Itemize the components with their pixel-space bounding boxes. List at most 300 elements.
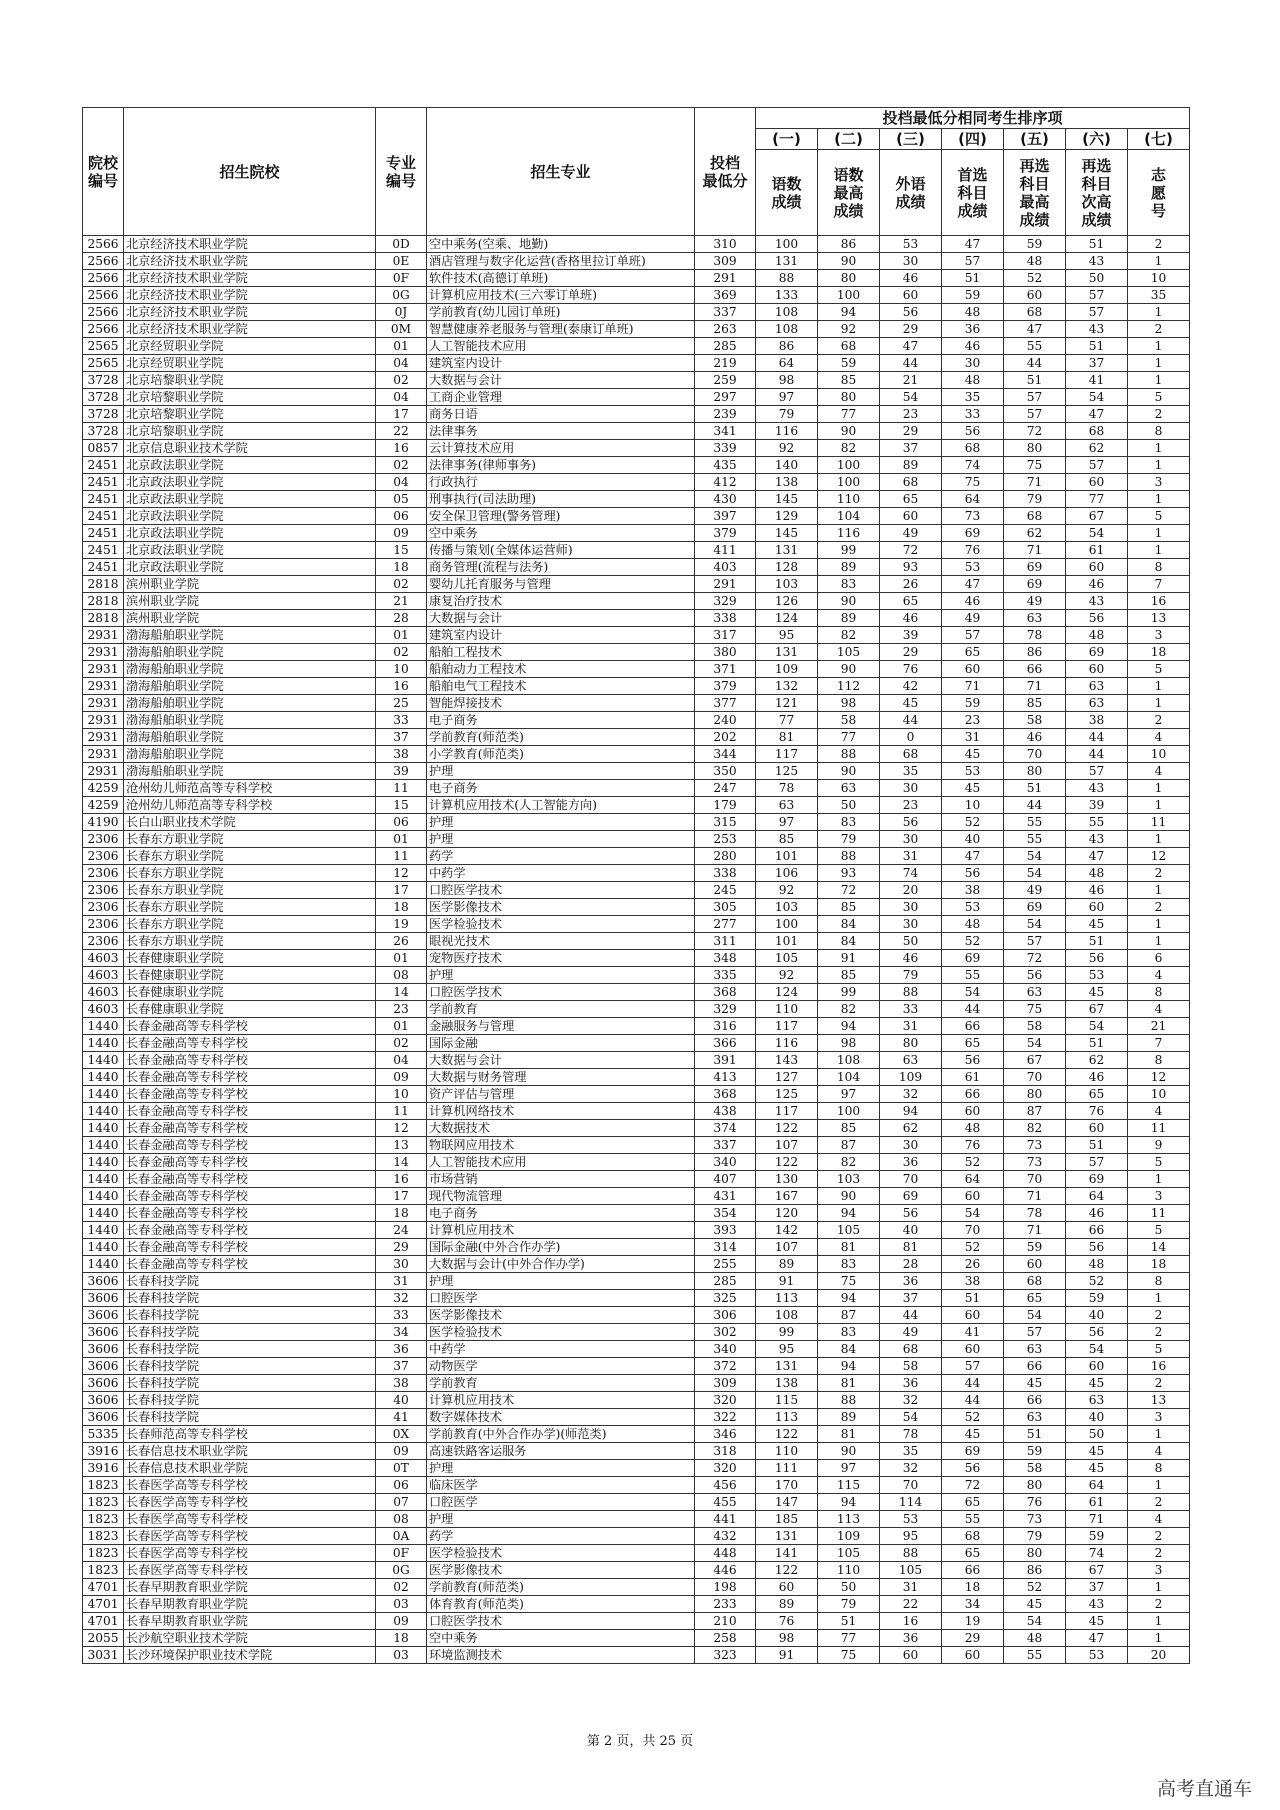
second-subject-next-cell: 57 [1066,763,1128,780]
chinese-math-max-cell: 82 [818,1154,880,1171]
chinese-math-cell: 143 [756,1052,818,1069]
major-name-cell: 口腔医学技术 [427,882,695,899]
second-subject-max-cell: 75 [1004,457,1066,474]
second-subject-max-cell: 63 [1004,984,1066,1001]
table-row [83,1324,1190,1341]
first-subject-cell: 52 [942,1409,1004,1426]
first-subject-cell: 65 [942,1035,1004,1052]
second-subject-max-cell: 75 [1004,1001,1066,1018]
first-subject-cell: 60 [942,1307,1004,1324]
header-col-label: 再选 科目 次高 成绩 [1066,150,1128,236]
min-score-cell: 430 [695,491,756,508]
first-subject-cell: 66 [942,1086,1004,1103]
choice-number-cell: 7 [1128,1035,1190,1052]
major-code-cell: 0E [376,253,427,270]
major-code-cell: 01 [376,831,427,848]
min-score-cell: 455 [695,1494,756,1511]
major-code-cell: 26 [376,933,427,950]
min-score-cell: 368 [695,984,756,1001]
choice-number-cell: 1 [1128,1477,1190,1494]
table-row [83,423,1190,440]
major-code-cell: 0F [376,1545,427,1562]
school-code-cell: 2055 [83,1630,124,1647]
choice-number-cell: 3 [1128,474,1190,491]
header-col-number: (二) [818,129,880,150]
min-score-cell: 431 [695,1188,756,1205]
first-subject-cell: 45 [942,1426,1004,1443]
second-subject-next-cell: 67 [1066,508,1128,525]
second-subject-max-cell: 67 [1004,1052,1066,1069]
school-name-cell: 长春东方职业学院 [124,831,376,848]
foreign-language-cell: 109 [880,1069,942,1086]
second-subject-next-cell: 40 [1066,1307,1128,1324]
school-code-cell: 3606 [83,1273,124,1290]
first-subject-cell: 51 [942,270,1004,287]
major-code-cell: 36 [376,1341,427,1358]
chinese-math-cell: 170 [756,1477,818,1494]
chinese-math-cell: 124 [756,610,818,627]
second-subject-next-cell: 57 [1066,1154,1128,1171]
chinese-math-max-cell: 84 [818,1341,880,1358]
chinese-math-max-cell: 58 [818,712,880,729]
school-code-cell: 1440 [83,1205,124,1222]
choice-number-cell: 1 [1128,882,1190,899]
chinese-math-cell: 81 [756,729,818,746]
school-name-cell: 北京信息职业技术学院 [124,440,376,457]
chinese-math-max-cell: 112 [818,678,880,695]
first-subject-cell: 40 [942,831,1004,848]
major-code-cell: 16 [376,1171,427,1188]
second-subject-next-cell: 59 [1066,1290,1128,1307]
table-row [83,780,1190,797]
major-name-cell: 空中乘务(空乘、地勤) [427,236,695,253]
chinese-math-max-cell: 94 [818,1358,880,1375]
table-row [83,1001,1190,1018]
table-row [83,1443,1190,1460]
choice-number-cell: 1 [1128,253,1190,270]
major-name-cell: 护理 [427,1511,695,1528]
min-score-cell: 317 [695,627,756,644]
foreign-language-cell: 49 [880,525,942,542]
school-code-cell: 1440 [83,1069,124,1086]
school-name-cell: 长春金融高等专科学校 [124,1171,376,1188]
major-name-cell: 行政执行 [427,474,695,491]
min-score-cell: 339 [695,440,756,457]
school-name-cell: 渤海船舶职业学院 [124,746,376,763]
foreign-language-cell: 80 [880,1035,942,1052]
choice-number-cell: 2 [1128,236,1190,253]
school-code-cell: 1440 [83,1035,124,1052]
second-subject-max-cell: 55 [1004,831,1066,848]
header-col-label: 语数 最高 成绩 [818,150,880,236]
chinese-math-cell: 131 [756,542,818,559]
choice-number-cell: 5 [1128,1154,1190,1171]
choice-number-cell: 2 [1128,321,1190,338]
chinese-math-cell: 121 [756,695,818,712]
first-subject-cell: 61 [942,1069,1004,1086]
major-code-cell: 09 [376,1613,427,1630]
major-code-cell: 41 [376,1409,427,1426]
foreign-language-cell: 88 [880,1545,942,1562]
first-subject-cell: 56 [942,1460,1004,1477]
school-name-cell: 北京经济技术职业学院 [124,253,376,270]
school-code-cell: 2931 [83,661,124,678]
second-subject-max-cell: 71 [1004,474,1066,491]
major-name-cell: 金融服务与管理 [427,1018,695,1035]
min-score-cell: 348 [695,950,756,967]
school-code-cell: 4259 [83,797,124,814]
major-name-cell: 护理 [427,1273,695,1290]
school-code-cell: 2566 [83,287,124,304]
choice-number-cell: 7 [1128,576,1190,593]
chinese-math-cell: 107 [756,1137,818,1154]
chinese-math-cell: 138 [756,1375,818,1392]
min-score-cell: 344 [695,746,756,763]
school-code-cell: 3728 [83,423,124,440]
second-subject-max-cell: 86 [1004,1562,1066,1579]
table-row [83,763,1190,780]
header-major-code: 专业 编号 [376,108,427,236]
min-score-cell: 198 [695,1579,756,1596]
chinese-math-max-cell: 105 [818,1222,880,1239]
chinese-math-max-cell: 104 [818,508,880,525]
chinese-math-max-cell: 100 [818,287,880,304]
chinese-math-cell: 92 [756,967,818,984]
chinese-math-max-cell: 94 [818,1018,880,1035]
min-score-cell: 277 [695,916,756,933]
table-row [83,1256,1190,1273]
table-row [83,916,1190,933]
chinese-math-max-cell: 90 [818,1188,880,1205]
school-code-cell: 2931 [83,678,124,695]
first-subject-cell: 60 [942,1188,1004,1205]
major-code-cell: 24 [376,1222,427,1239]
min-score-cell: 446 [695,1562,756,1579]
chinese-math-cell: 91 [756,1273,818,1290]
header-col-label: 再选 科目 最高 成绩 [1004,150,1066,236]
chinese-math-max-cell: 81 [818,1426,880,1443]
min-score-cell: 397 [695,508,756,525]
second-subject-next-cell: 57 [1066,304,1128,321]
second-subject-next-cell: 53 [1066,967,1128,984]
foreign-language-cell: 32 [880,1086,942,1103]
major-code-cell: 29 [376,1239,427,1256]
choice-number-cell: 2 [1128,1528,1190,1545]
major-code-cell: 06 [376,814,427,831]
school-name-cell: 长春东方职业学院 [124,848,376,865]
foreign-language-cell: 56 [880,814,942,831]
foreign-language-cell: 44 [880,1307,942,1324]
school-name-cell: 长春信息技术职业学院 [124,1443,376,1460]
first-subject-cell: 60 [942,1103,1004,1120]
school-code-cell: 2931 [83,712,124,729]
min-score-cell: 325 [695,1290,756,1307]
second-subject-next-cell: 40 [1066,1409,1128,1426]
school-name-cell: 长春早期教育职业学院 [124,1579,376,1596]
min-score-cell: 438 [695,1103,756,1120]
chinese-math-cell: 167 [756,1188,818,1205]
major-name-cell: 临床医学 [427,1477,695,1494]
table-row [83,440,1190,457]
school-name-cell: 长春早期教育职业学院 [124,1596,376,1613]
second-subject-max-cell: 70 [1004,746,1066,763]
major-code-cell: 0G [376,1562,427,1579]
second-subject-next-cell: 77 [1066,491,1128,508]
table-row [83,933,1190,950]
second-subject-next-cell: 43 [1066,1596,1128,1613]
choice-number-cell: 1 [1128,1290,1190,1307]
first-subject-cell: 44 [942,1001,1004,1018]
chinese-math-max-cell: 80 [818,389,880,406]
choice-number-cell: 9 [1128,1137,1190,1154]
header-col-number: (七) [1128,129,1190,150]
school-code-cell: 3606 [83,1324,124,1341]
second-subject-max-cell: 59 [1004,1239,1066,1256]
min-score-cell: 320 [695,1460,756,1477]
chinese-math-cell: 101 [756,848,818,865]
table-row [83,967,1190,984]
school-code-cell: 3728 [83,372,124,389]
second-subject-max-cell: 52 [1004,1579,1066,1596]
school-name-cell: 滨州职业学院 [124,576,376,593]
school-code-cell: 1823 [83,1528,124,1545]
school-name-cell: 北京培黎职业学院 [124,423,376,440]
first-subject-cell: 59 [942,695,1004,712]
chinese-math-max-cell: 77 [818,406,880,423]
second-subject-next-cell: 46 [1066,1069,1128,1086]
chinese-math-cell: 131 [756,644,818,661]
chinese-math-cell: 117 [756,1103,818,1120]
major-name-cell: 建筑室内设计 [427,627,695,644]
first-subject-cell: 48 [942,372,1004,389]
table-row [83,1273,1190,1290]
min-score-cell: 369 [695,287,756,304]
chinese-math-max-cell: 97 [818,1086,880,1103]
chinese-math-max-cell: 90 [818,1443,880,1460]
major-code-cell: 33 [376,712,427,729]
table-row [83,1392,1190,1409]
table-row [83,1545,1190,1562]
second-subject-max-cell: 58 [1004,1460,1066,1477]
chinese-math-max-cell: 82 [818,1001,880,1018]
table-row [83,1409,1190,1426]
second-subject-max-cell: 51 [1004,372,1066,389]
min-score-cell: 233 [695,1596,756,1613]
major-code-cell: 0J [376,304,427,321]
choice-number-cell: 1 [1128,440,1190,457]
major-name-cell: 中药学 [427,865,695,882]
school-code-cell: 1440 [83,1137,124,1154]
chinese-math-cell: 98 [756,1630,818,1647]
foreign-language-cell: 50 [880,933,942,950]
choice-number-cell: 1 [1128,1426,1190,1443]
choice-number-cell: 4 [1128,763,1190,780]
school-code-cell: 2931 [83,627,124,644]
first-subject-cell: 65 [942,1545,1004,1562]
second-subject-next-cell: 46 [1066,1205,1128,1222]
chinese-math-max-cell: 110 [818,1562,880,1579]
second-subject-max-cell: 76 [1004,1494,1066,1511]
second-subject-next-cell: 62 [1066,1052,1128,1069]
table-row [83,542,1190,559]
second-subject-max-cell: 57 [1004,389,1066,406]
school-code-cell: 2566 [83,236,124,253]
foreign-language-cell: 31 [880,848,942,865]
first-subject-cell: 52 [942,1154,1004,1171]
second-subject-max-cell: 57 [1004,1324,1066,1341]
table-row [83,236,1190,253]
first-subject-cell: 56 [942,1052,1004,1069]
chinese-math-max-cell: 50 [818,797,880,814]
first-subject-cell: 66 [942,1562,1004,1579]
chinese-math-cell: 127 [756,1069,818,1086]
major-code-cell: 28 [376,610,427,627]
second-subject-next-cell: 43 [1066,831,1128,848]
foreign-language-cell: 35 [880,763,942,780]
school-code-cell: 2306 [83,831,124,848]
major-code-cell: 38 [376,746,427,763]
major-code-cell: 0M [376,321,427,338]
chinese-math-max-cell: 94 [818,1205,880,1222]
major-code-cell: 09 [376,1069,427,1086]
second-subject-max-cell: 58 [1004,1018,1066,1035]
chinese-math-max-cell: 109 [818,1528,880,1545]
major-name-cell: 软件技术(高德订单班) [427,270,695,287]
chinese-math-cell: 99 [756,1324,818,1341]
second-subject-next-cell: 54 [1066,389,1128,406]
min-score-cell: 379 [695,525,756,542]
second-subject-next-cell: 38 [1066,712,1128,729]
choice-number-cell: 2 [1128,1307,1190,1324]
choice-number-cell: 2 [1128,1545,1190,1562]
chinese-math-max-cell: 93 [818,865,880,882]
chinese-math-max-cell: 90 [818,661,880,678]
school-code-cell: 4701 [83,1579,124,1596]
second-subject-max-cell: 59 [1004,236,1066,253]
header-col-number: (三) [880,129,942,150]
foreign-language-cell: 56 [880,1205,942,1222]
school-name-cell: 北京培黎职业学院 [124,406,376,423]
second-subject-next-cell: 69 [1066,644,1128,661]
second-subject-next-cell: 57 [1066,287,1128,304]
chinese-math-cell: 85 [756,831,818,848]
chinese-math-cell: 145 [756,491,818,508]
second-subject-next-cell: 68 [1066,423,1128,440]
foreign-language-cell: 30 [880,253,942,270]
chinese-math-cell: 77 [756,712,818,729]
school-name-cell: 北京培黎职业学院 [124,389,376,406]
chinese-math-cell: 125 [756,1086,818,1103]
major-name-cell: 人工智能技术应用 [427,338,695,355]
major-name-cell: 船舶工程技术 [427,644,695,661]
school-code-cell: 2931 [83,695,124,712]
chinese-math-max-cell: 75 [818,1647,880,1664]
table-row [83,1511,1190,1528]
foreign-language-cell: 20 [880,882,942,899]
school-name-cell: 渤海船舶职业学院 [124,661,376,678]
foreign-language-cell: 68 [880,746,942,763]
first-subject-cell: 74 [942,457,1004,474]
second-subject-max-cell: 68 [1004,1273,1066,1290]
first-subject-cell: 51 [942,1290,1004,1307]
second-subject-max-cell: 47 [1004,321,1066,338]
school-name-cell: 北京政法职业学院 [124,559,376,576]
min-score-cell: 366 [695,1035,756,1052]
table-row [83,1579,1190,1596]
school-name-cell: 长春东方职业学院 [124,916,376,933]
second-subject-max-cell: 48 [1004,1630,1066,1647]
major-name-cell: 大数据与会计(中外合作办学) [427,1256,695,1273]
foreign-language-cell: 53 [880,236,942,253]
major-name-cell: 小学教育(师范类) [427,746,695,763]
table-row [83,1120,1190,1137]
table-row [83,389,1190,406]
admission-score-table [82,107,1190,1664]
choice-number-cell: 2 [1128,865,1190,882]
table-row [83,1222,1190,1239]
choice-number-cell: 1 [1128,695,1190,712]
choice-number-cell: 14 [1128,1239,1190,1256]
chinese-math-cell: 185 [756,1511,818,1528]
second-subject-next-cell: 41 [1066,372,1128,389]
second-subject-next-cell: 67 [1066,1562,1128,1579]
foreign-language-cell: 21 [880,372,942,389]
foreign-language-cell: 29 [880,321,942,338]
first-subject-cell: 34 [942,1596,1004,1613]
second-subject-max-cell: 54 [1004,1613,1066,1630]
table-row [83,899,1190,916]
chinese-math-max-cell: 83 [818,576,880,593]
min-score-cell: 377 [695,695,756,712]
first-subject-cell: 36 [942,321,1004,338]
major-code-cell: 17 [376,1188,427,1205]
watermark-brand: 高考直通车 [1156,1778,1252,1800]
school-code-cell: 3606 [83,1375,124,1392]
chinese-math-max-cell: 88 [818,1392,880,1409]
foreign-language-cell: 33 [880,1001,942,1018]
foreign-language-cell: 29 [880,644,942,661]
table-row [83,1494,1190,1511]
table-row [83,355,1190,372]
school-code-cell: 2451 [83,491,124,508]
school-code-cell: 2931 [83,729,124,746]
choice-number-cell: 10 [1128,746,1190,763]
second-subject-max-cell: 57 [1004,933,1066,950]
second-subject-next-cell: 46 [1066,882,1128,899]
second-subject-max-cell: 44 [1004,355,1066,372]
second-subject-next-cell: 54 [1066,525,1128,542]
chinese-math-cell: 108 [756,321,818,338]
choice-number-cell: 1 [1128,916,1190,933]
chinese-math-max-cell: 90 [818,593,880,610]
chinese-math-max-cell: 82 [818,440,880,457]
major-name-cell: 云计算技术应用 [427,440,695,457]
second-subject-next-cell: 71 [1066,1511,1128,1528]
school-name-cell: 渤海船舶职业学院 [124,695,376,712]
school-name-cell: 长春金融高等专科学校 [124,1069,376,1086]
chinese-math-max-cell: 99 [818,984,880,1001]
chinese-math-cell: 129 [756,508,818,525]
chinese-math-cell: 98 [756,372,818,389]
chinese-math-max-cell: 91 [818,950,880,967]
first-subject-cell: 66 [942,1018,1004,1035]
major-code-cell: 18 [376,1630,427,1647]
table-row [83,1290,1190,1307]
second-subject-max-cell: 57 [1004,406,1066,423]
chinese-math-max-cell: 115 [818,1477,880,1494]
second-subject-max-cell: 71 [1004,1222,1066,1239]
choice-number-cell: 6 [1128,950,1190,967]
